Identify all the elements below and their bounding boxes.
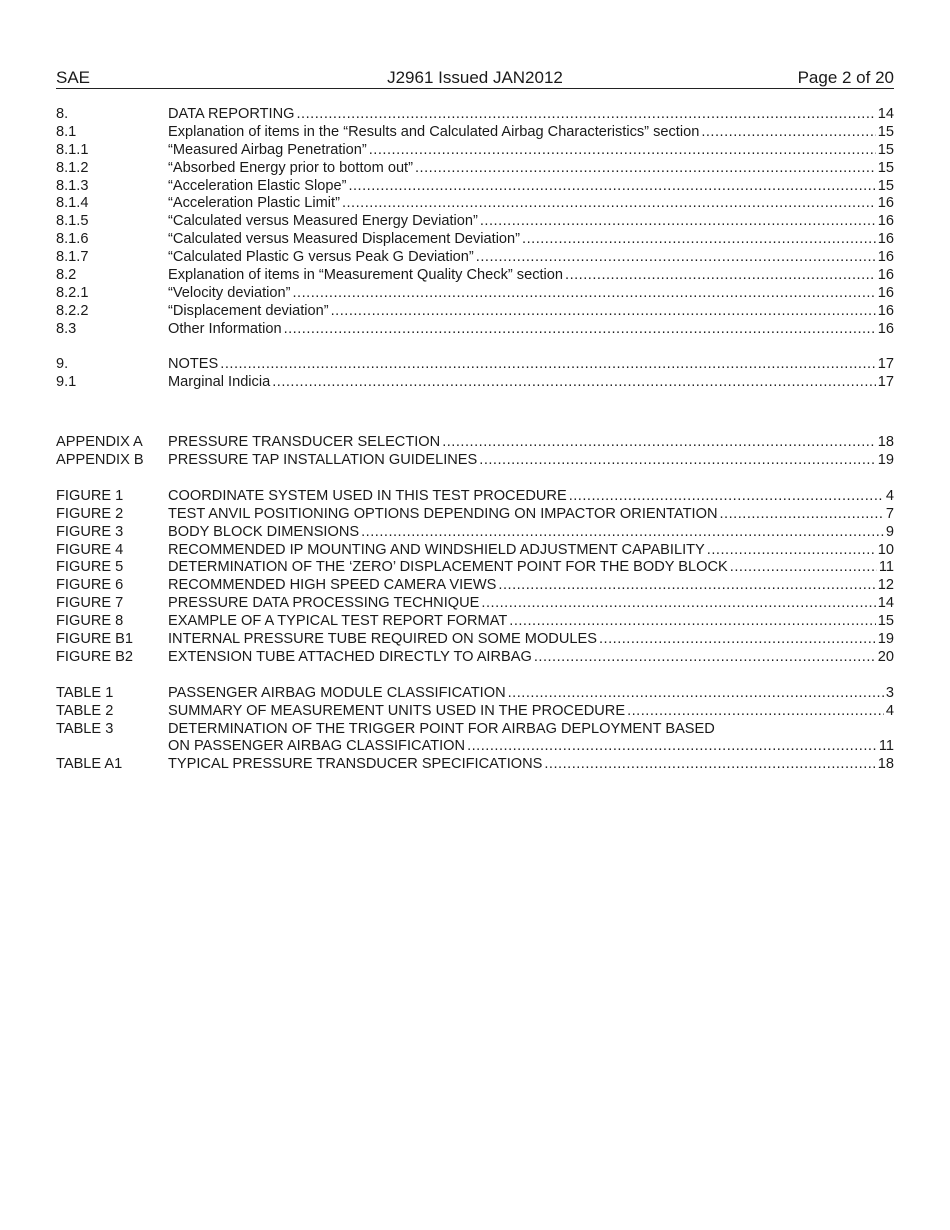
toc-entry-page: 16 — [877, 320, 894, 337]
toc-entry-title: COORDINATE SYSTEM USED IN THIS TEST PROCEDURE — [168, 487, 567, 504]
toc-entry[interactable] — [56, 488, 894, 506]
toc-entry-page: 18 — [877, 434, 894, 451]
toc-entry-text — [168, 685, 894, 703]
toc-entry-text — [168, 506, 894, 524]
toc-entry[interactable] — [56, 285, 894, 303]
toc-entry-title: Explanation of items in the “Results and Calculated Airbag Characteristics” section — [168, 123, 700, 140]
toc-entry-text — [168, 106, 894, 124]
toc-entry-number: FIGURE 2 — [56, 505, 124, 522]
toc-dot-leader — [293, 285, 876, 303]
toc-entry[interactable] — [56, 452, 894, 470]
toc-entry-page: 11 — [878, 738, 894, 755]
toc-entry-text — [168, 124, 894, 142]
toc-entry-title: INTERNAL PRESSURE TUBE REQUIRED ON SOME MODULES — [168, 631, 597, 648]
toc-dot-leader — [361, 524, 884, 542]
toc-entry[interactable] — [56, 649, 894, 667]
toc-dot-leader — [369, 142, 876, 160]
toc-entry-title: PRESSURE DATA PROCESSING TECHNIQUE — [168, 595, 480, 612]
toc-entry[interactable] — [56, 374, 894, 392]
toc-entry-text — [168, 321, 894, 339]
toc-dot-leader — [476, 249, 876, 267]
toc-entry-number: 8.1.7 — [56, 249, 89, 266]
toc-entry-text — [168, 577, 894, 595]
page-header — [56, 68, 894, 89]
toc-entry[interactable] — [56, 613, 894, 631]
toc-dot-leader — [569, 488, 884, 506]
toc-entry-text — [168, 649, 894, 667]
toc-entry-page: 20 — [877, 648, 894, 665]
toc-entry-text — [168, 452, 894, 470]
toc-dot-leader — [348, 178, 875, 196]
toc-entry-page: 14 — [877, 106, 894, 122]
toc-entry-title: “Calculated versus Measured Displacement Deviation” — [168, 231, 521, 248]
toc-entry-text — [168, 756, 894, 774]
toc-entry-number: 9.1 — [56, 374, 77, 391]
toc-entry-text — [168, 559, 894, 577]
header-org: SAE — [56, 68, 91, 87]
toc-dot-leader — [442, 434, 876, 452]
toc-entry[interactable] — [56, 559, 894, 577]
toc-entry-text — [168, 285, 894, 303]
toc-entry-page: 15 — [877, 177, 894, 194]
toc-entry-text — [168, 160, 894, 178]
toc-entry-page: 16 — [877, 267, 894, 284]
toc-dot-leader — [707, 542, 876, 560]
toc-entry[interactable] — [56, 524, 894, 542]
toc-entry-title: “Measured Airbag Penetration” — [168, 141, 367, 158]
toc-entry-number: FIGURE 8 — [56, 613, 124, 630]
toc-dot-leader — [342, 195, 876, 213]
toc-entry-number: 8.3 — [56, 320, 77, 337]
toc-entry-page: 9 — [885, 523, 894, 540]
toc-entry-number: FIGURE 4 — [56, 541, 124, 558]
toc-entry-page: 15 — [877, 141, 894, 158]
toc-dot-leader — [220, 356, 875, 374]
toc-entry[interactable] — [56, 703, 894, 721]
toc-entry-number: 8.1.6 — [56, 231, 89, 248]
toc-entry[interactable] — [56, 249, 894, 267]
toc-dot-leader — [565, 267, 876, 285]
toc-dot-leader — [522, 231, 876, 249]
toc-entry-page: 17 — [877, 374, 894, 391]
toc-entry[interactable] — [56, 542, 894, 560]
toc-dot-leader — [297, 106, 876, 124]
toc-dot-leader — [720, 506, 884, 524]
toc-entry-text — [168, 721, 894, 739]
toc-entry-page: 16 — [877, 195, 894, 212]
toc-entry-title: “Velocity deviation” — [168, 284, 291, 301]
toc-entry-number: FIGURE 6 — [56, 577, 124, 594]
toc-entry-number: TABLE 1 — [56, 684, 114, 701]
toc-entry-page: 12 — [877, 577, 894, 594]
toc-entry-title: RECOMMENDED IP MOUNTING AND WINDSHIELD ADJUSTMENT CAPABILITY — [168, 541, 705, 558]
toc-dot-leader — [498, 577, 875, 595]
toc-entry-number: FIGURE B1 — [56, 631, 134, 648]
toc-dot-leader — [599, 631, 876, 649]
toc-entry-title: DATA REPORTING — [168, 106, 295, 122]
toc-entry-text — [168, 434, 894, 452]
toc-entry-number: FIGURE B2 — [56, 648, 134, 665]
toc-entry-title: EXAMPLE OF A TYPICAL TEST REPORT FORMAT — [168, 613, 508, 630]
toc-entry-title: “Acceleration Elastic Slope” — [168, 177, 347, 194]
toc-entry-page: 16 — [877, 284, 894, 301]
toc-entry-number: 8.1 — [56, 123, 77, 140]
toc-entry-number: FIGURE 3 — [56, 523, 124, 540]
toc-entry-title: “Calculated versus Measured Energy Deviation” — [168, 213, 478, 230]
toc-entry-page: 4 — [885, 702, 894, 719]
toc-entry-page: 19 — [877, 631, 894, 648]
toc-section-9 — [56, 356, 894, 392]
toc-entry-text — [168, 195, 894, 213]
toc-entry-text — [168, 249, 894, 267]
toc-entry-text — [168, 631, 894, 649]
toc-entry[interactable] — [56, 595, 894, 613]
toc-entry-page: 19 — [877, 452, 894, 469]
toc-entry-number: 8.2.1 — [56, 284, 89, 301]
toc-entry-text — [168, 213, 894, 231]
toc-dot-leader — [415, 160, 876, 178]
toc-dot-leader — [627, 703, 884, 721]
toc-entry-text — [168, 374, 894, 392]
toc-entry-text — [168, 356, 894, 374]
toc-appendices — [56, 434, 894, 470]
toc-entry[interactable] — [56, 267, 894, 285]
toc-dot-leader — [508, 685, 884, 703]
toc-entry-title: PRESSURE TRANSDUCER SELECTION — [168, 434, 441, 451]
toc-entry[interactable] — [56, 685, 894, 703]
toc-entry-title: TEST ANVIL POSITIONING OPTIONS DEPENDING ON IMPACTOR ORIENTATION — [168, 505, 718, 522]
toc-entry-page: 15 — [877, 613, 894, 630]
toc-entry-text — [168, 267, 894, 285]
toc-dot-leader — [467, 738, 877, 756]
toc-entry-page: 15 — [877, 159, 894, 176]
toc-entry-number: TABLE 3 — [56, 720, 114, 737]
toc-entry-page: 4 — [885, 487, 894, 504]
toc-entry[interactable] — [56, 577, 894, 595]
toc-entry-number: FIGURE 5 — [56, 559, 124, 576]
toc-entry-number: 8.2 — [56, 267, 77, 284]
toc-entry-page: 11 — [878, 559, 894, 576]
table-of-contents — [56, 106, 894, 774]
toc-entry[interactable] — [56, 721, 894, 739]
toc-entry-page: 17 — [877, 356, 894, 373]
toc-entry-page: 7 — [885, 505, 894, 522]
toc-dot-leader — [509, 613, 876, 631]
toc-dot-leader — [730, 559, 877, 577]
toc-dot-leader — [534, 649, 876, 667]
toc-entry-title: BODY BLOCK DIMENSIONS — [168, 523, 360, 540]
toc-entry[interactable] — [56, 321, 894, 339]
toc-entry-continuation[interactable] — [56, 738, 894, 756]
toc-entry-page: 16 — [877, 213, 894, 230]
toc-entry-title: Explanation of items in “Measurement Quality Check” section — [168, 267, 564, 284]
toc-entry-number: 9. — [56, 356, 69, 373]
toc-entry-page: 14 — [877, 595, 894, 612]
toc-entry-page: 16 — [877, 249, 894, 266]
toc-entry-title: Marginal Indicia — [168, 374, 271, 391]
toc-tables — [56, 685, 894, 774]
toc-entry-page: 15 — [877, 123, 894, 140]
toc-entry-page: 10 — [877, 541, 894, 558]
toc-entry[interactable] — [56, 178, 894, 196]
toc-entry-title: NOTES — [168, 356, 219, 373]
toc-entry-page: 16 — [877, 231, 894, 248]
toc-entry-title: “Displacement deviation” — [168, 302, 329, 319]
toc-entry-text — [168, 524, 894, 542]
toc-entry[interactable] — [56, 631, 894, 649]
toc-entry-text — [168, 303, 894, 321]
toc-entry-title: PRESSURE TAP INSTALLATION GUIDELINES — [168, 452, 478, 469]
toc-entry-text — [168, 595, 894, 613]
toc-entry-page: 16 — [877, 302, 894, 319]
toc-entry-page: 18 — [877, 756, 894, 773]
toc-entry-number: 8.1.4 — [56, 195, 89, 212]
toc-entry[interactable] — [56, 195, 894, 213]
toc-entry-number: APPENDIX B — [56, 452, 144, 469]
header-doc-id: J2961 Issued JAN2012 — [387, 68, 563, 87]
header-page-number: Page 2 of 20 — [797, 68, 894, 87]
toc-entry-text — [168, 738, 894, 756]
toc-entry-title: EXTENSION TUBE ATTACHED DIRECTLY TO AIRBAG — [168, 648, 532, 665]
toc-entry-number: FIGURE 7 — [56, 595, 124, 612]
toc-entry[interactable] — [56, 756, 894, 774]
toc-entry[interactable] — [56, 506, 894, 524]
toc-entry[interactable] — [56, 106, 894, 124]
toc-entry-title: DETERMINATION OF THE ‘ZERO’ DISPLACEMENT POINT FOR THE BODY BLOCK — [168, 559, 728, 576]
toc-entry-number: 8.1.2 — [56, 159, 89, 176]
toc-dot-leader — [284, 321, 876, 339]
toc-dot-leader — [272, 374, 876, 392]
toc-entry[interactable] — [56, 356, 894, 374]
toc-entry-page: 3 — [885, 684, 894, 701]
toc-dot-leader — [701, 124, 875, 142]
toc-entry-title: SUMMARY OF MEASUREMENT UNITS USED IN THE PROCEDURE — [168, 702, 626, 719]
toc-entry-number: 8.1.5 — [56, 213, 89, 230]
toc-entry-title: PASSENGER AIRBAG MODULE CLASSIFICATION — [168, 684, 506, 701]
toc-dot-leader — [479, 452, 876, 470]
toc-entry-text — [168, 613, 894, 631]
toc-entry-text — [168, 178, 894, 196]
toc-entry-number: APPENDIX A — [56, 434, 143, 451]
toc-entry[interactable] — [56, 124, 894, 142]
toc-entry-text — [168, 703, 894, 721]
toc-entry-text — [168, 488, 894, 506]
toc-entry[interactable] — [56, 303, 894, 321]
toc-dot-leader — [331, 303, 876, 321]
toc-entry-number: 8.2.2 — [56, 302, 89, 319]
toc-entry[interactable] — [56, 160, 894, 178]
toc-entry-title: “Absorbed Energy prior to bottom out” — [168, 159, 413, 176]
toc-entry-title: DETERMINATION OF THE TRIGGER POINT FOR AIRBAG DEPLOYMENT BASED — [168, 720, 715, 737]
toc-entry[interactable] — [56, 142, 894, 160]
toc-entry-number: 8.1.1 — [56, 141, 89, 158]
toc-entry-title: “Calculated Plastic G versus Peak G Deviation” — [168, 249, 474, 266]
toc-entry[interactable] — [56, 213, 894, 231]
toc-section-8 — [56, 106, 894, 339]
toc-entry-title: TYPICAL PRESSURE TRANSDUCER SPECIFICATIONS — [168, 756, 543, 773]
toc-entry-title: “Acceleration Plastic Limit” — [168, 195, 340, 212]
toc-entry-number: TABLE A1 — [56, 756, 123, 773]
toc-entry-text — [168, 231, 894, 249]
toc-dot-leader — [481, 595, 875, 613]
toc-dot-leader — [544, 756, 875, 774]
toc-entry-number: FIGURE 1 — [56, 487, 124, 504]
toc-figures — [56, 488, 894, 667]
toc-entry-number: TABLE 2 — [56, 702, 114, 719]
toc-entry-text — [168, 542, 894, 560]
toc-entry[interactable] — [56, 231, 894, 249]
toc-entry-text — [168, 142, 894, 160]
toc-dot-leader — [480, 213, 876, 231]
toc-entry-number: 8. — [56, 106, 69, 122]
toc-entry-title-continued: ON PASSENGER AIRBAG CLASSIFICATION — [168, 738, 466, 755]
toc-entry-number: 8.1.3 — [56, 177, 89, 194]
toc-entry[interactable] — [56, 434, 894, 452]
toc-entry-title: RECOMMENDED HIGH SPEED CAMERA VIEWS — [168, 577, 497, 594]
toc-entry-title: Other Information — [168, 320, 282, 337]
